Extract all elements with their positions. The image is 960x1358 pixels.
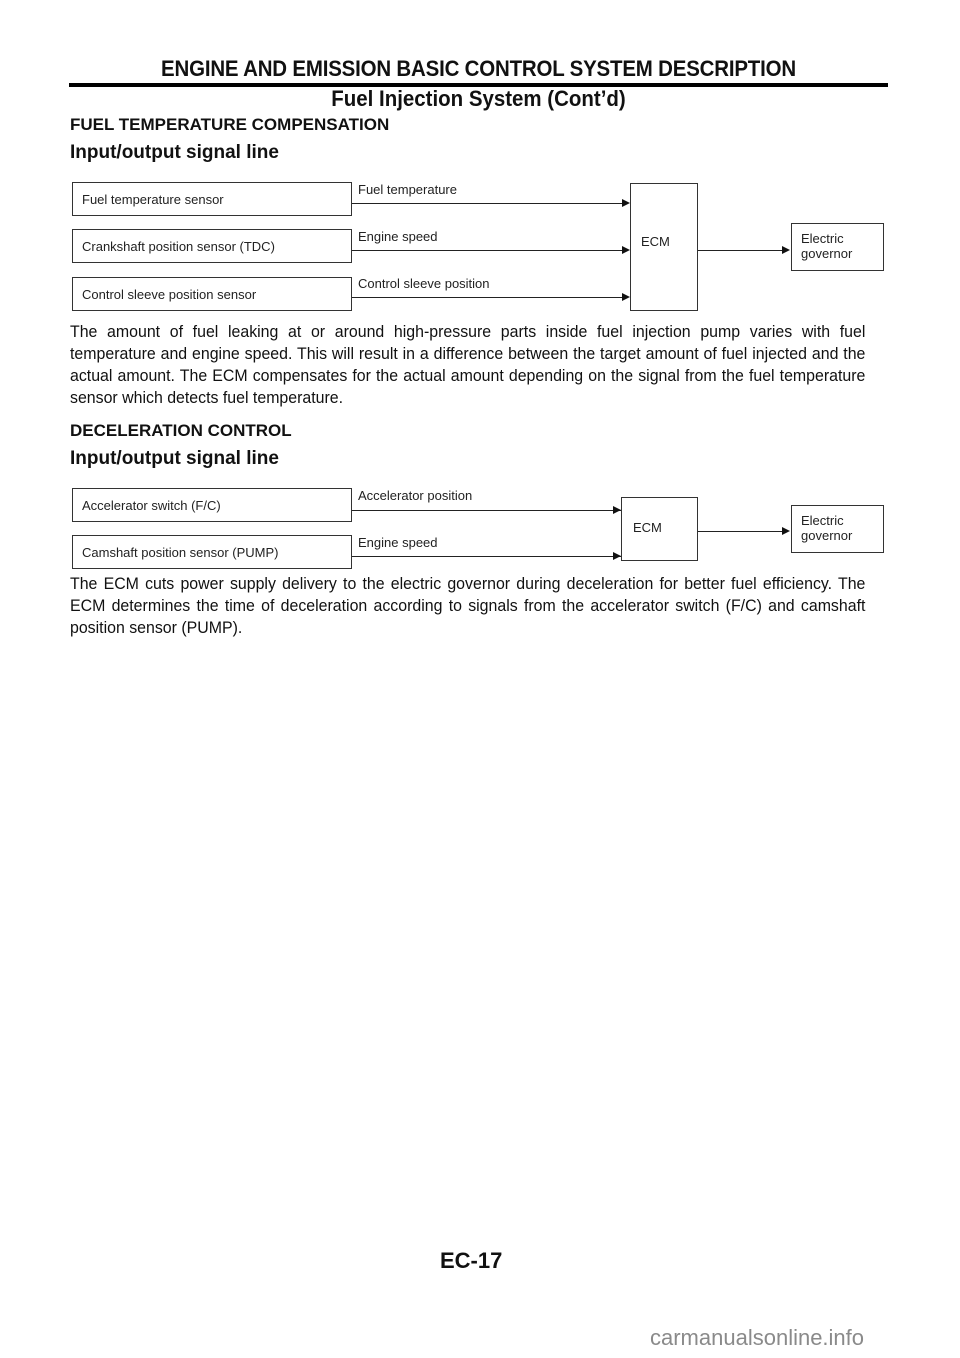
input-label: Fuel temperature sensor: [82, 192, 224, 207]
output-label-line1: Electric: [801, 231, 844, 246]
input-label: Accelerator switch (F/C): [82, 498, 221, 513]
section-heading-deceleration: DECELERATION CONTROL: [70, 421, 292, 440]
output-label-line2: governor: [801, 528, 853, 543]
electric-governor-box: [791, 223, 884, 271]
arrow-right-icon: [782, 527, 790, 535]
input-box-camshaft-sensor: [72, 535, 352, 569]
electric-governor-box: [791, 505, 884, 553]
signal-line: [352, 297, 622, 298]
arrow-right-icon: [622, 293, 630, 301]
page-header-subtitle: Fuel Injection System (Cont’d): [331, 86, 626, 111]
body-paragraph-fuel-temp: The amount of fuel leaking at or around high-pressure parts inside fuel injection pump varies with fuel temperature and engine speed. This will result in a difference between the target amount of fuel injected and the actual amount. The ECM compensates for the actual amount depending on the signal from the fuel temperature sensor which detects fuel temperature.: [70, 323, 866, 407]
arrow-right-icon: [613, 506, 621, 514]
arrow-right-icon: [782, 246, 790, 254]
signal-line: [352, 510, 622, 511]
signal-label-control-sleeve: Control sleeve position: [358, 276, 490, 291]
body-paragraph-deceleration: The ECM cuts power supply delivery to the electric governor during deceleration for better fuel efficiency. The ECM determines the time of deceleration according to signals from the accelerator switch (F/C) and camshaft position sensor (PUMP).: [70, 575, 866, 637]
watermark: carmanualsonline.info: [650, 1325, 865, 1350]
output-line: [698, 250, 782, 251]
signal-line: [352, 203, 622, 204]
page-number: EC-17: [440, 1248, 503, 1273]
arrow-right-icon: [622, 199, 630, 207]
signal-label-engine-speed: Engine speed: [358, 535, 438, 550]
input-box-control-sleeve-sensor: [72, 277, 352, 311]
output-label-line1: Electric: [801, 513, 844, 528]
input-box-accelerator-switch: [72, 488, 352, 522]
ecm-label: ECM: [641, 234, 670, 249]
signal-label-accelerator-position: Accelerator position: [358, 488, 473, 503]
section-heading-fuel-temp: FUEL TEMPERATURE COMPENSATION: [70, 115, 390, 134]
page-header-title: ENGINE AND EMISSION BASIC CONTROL SYSTEM DESCRIPTION: [161, 56, 796, 81]
input-box-fuel-temp-sensor: [72, 182, 352, 216]
input-label: Control sleeve position sensor: [82, 287, 257, 302]
arrow-right-icon: [613, 552, 621, 560]
input-label: Camshaft position sensor (PUMP): [82, 545, 279, 560]
signal-line: [352, 556, 622, 557]
output-line: [698, 531, 782, 532]
signal-line: [352, 250, 622, 251]
ecm-box: [630, 183, 698, 311]
output-label-line2: governor: [801, 246, 853, 261]
ecm-box: [621, 497, 698, 561]
ecm-label: ECM: [633, 520, 662, 535]
input-box-crankshaft-sensor: [72, 229, 352, 263]
section-subheading-deceleration: Input/output signal line: [70, 448, 279, 469]
signal-label-engine-speed: Engine speed: [358, 229, 438, 244]
section-subheading-fuel-temp: Input/output signal line: [70, 142, 279, 163]
arrow-right-icon: [622, 246, 630, 254]
input-label: Crankshaft position sensor (TDC): [82, 239, 275, 254]
signal-label-fuel-temp: Fuel temperature: [358, 182, 457, 197]
